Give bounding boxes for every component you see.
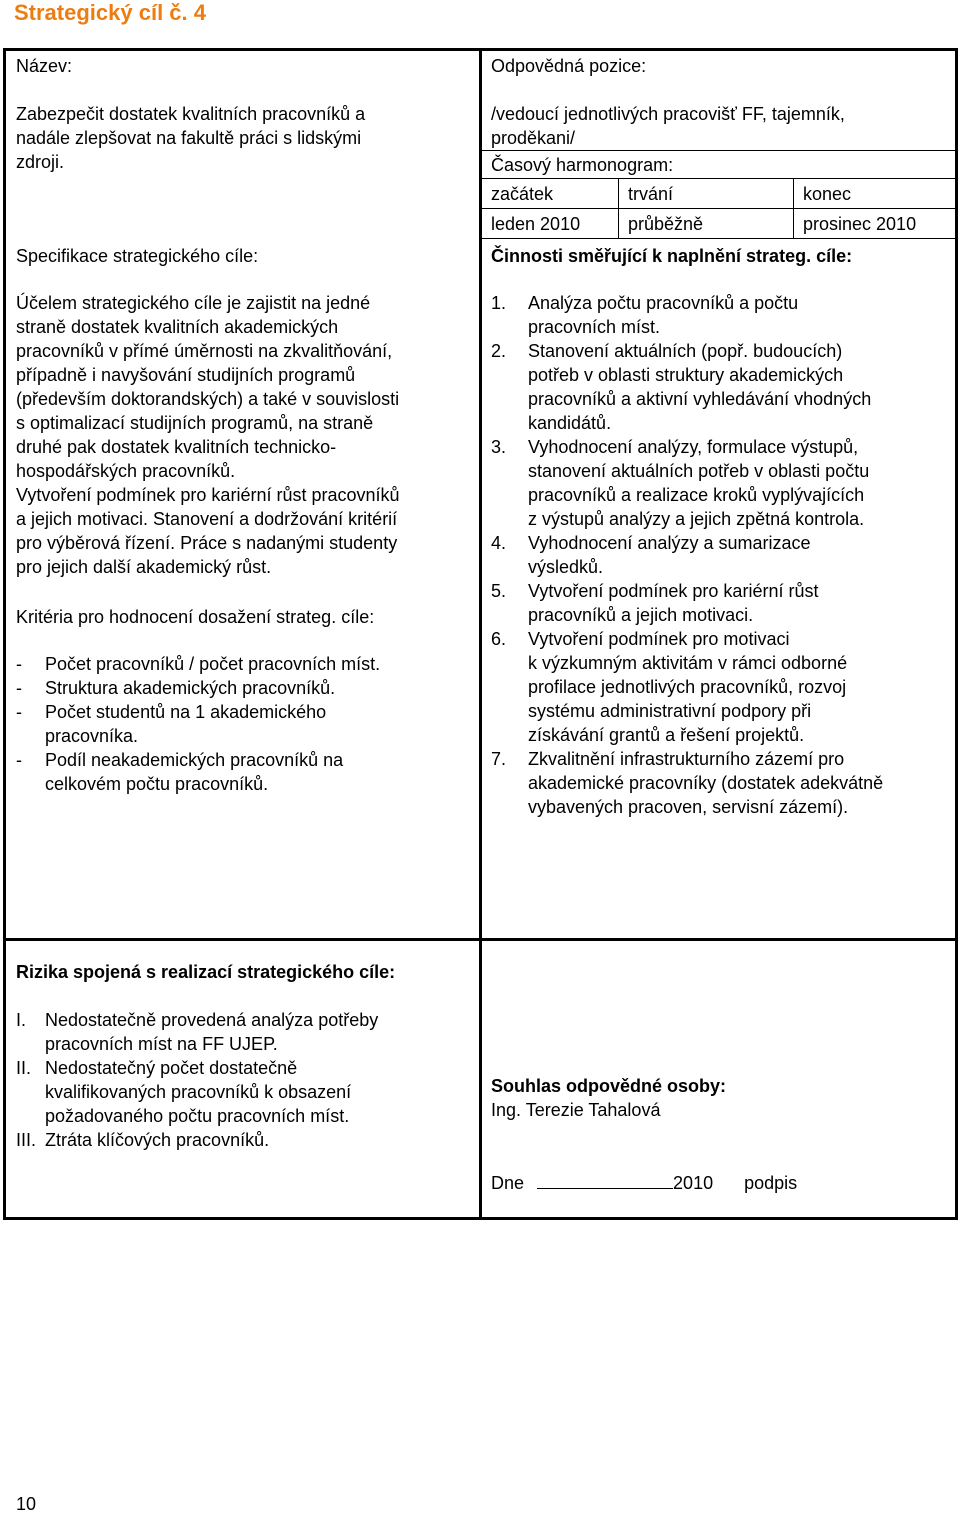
activity-line: z výstupů analýzy a jejich zpětná kontrola. (528, 509, 865, 529)
approval-person: Ing. Terezie Tahalová (491, 1100, 661, 1120)
date-line (491, 1170, 797, 1195)
date-year: 2010 (673, 1173, 714, 1193)
schedule-value-start: leden 2010 (491, 214, 581, 234)
risks-label: Rizika spojená s realizací strategického cíle: (16, 962, 396, 982)
dash-bullet: - (16, 678, 22, 698)
criteria-text: pracovníka. (45, 726, 139, 746)
name-line: Zabezpečit dostatek kvalitních pracovníků a (16, 104, 366, 124)
activity-line: potřeb v oblasti struktury akademických (528, 365, 844, 385)
date-prefix: Dne (491, 1173, 525, 1193)
activity-line: k výzkumným aktivitám v rámci odborné (528, 653, 848, 673)
schedule-label: Časový harmonogram: (491, 155, 674, 175)
risk-item (16, 1128, 466, 1152)
activity-line: získávání grantů a řešení projektů. (528, 725, 805, 745)
criteria-text: Počet studentů na 1 akademického (45, 702, 327, 722)
spec-line: Vytvoření podmínek pro kariérní růst pracovníků (16, 485, 400, 505)
spec-line: straně dostatek kvalitních akademických (16, 317, 339, 337)
dash-bullet: - (16, 750, 22, 770)
activity-number: 7. (491, 749, 507, 769)
activity-number: 6. (491, 629, 507, 649)
date-blank (537, 1170, 673, 1189)
spec-label: Specifikace strategického cíle: (16, 246, 259, 266)
position-line: /vedoucí jednotlivých pracovišť FF, tajemník, (491, 104, 845, 124)
activity-line: vybavených pracoven, servisní zázemí). (528, 797, 849, 817)
schedule-header-start: začátek (491, 184, 554, 204)
criteria-text: Podíl neakademických pracovníků na (45, 750, 344, 770)
activity-line: profilace jednotlivých pracovníků, rozvoj (528, 677, 847, 697)
spec-line: pracovníků v přímé úměrnosti na zkvalitňování, (16, 341, 393, 361)
column-divider-bottom (479, 940, 482, 1220)
risk-line: Ztráta klíčových pracovníků. (45, 1130, 270, 1150)
name-line: nadále zlepšovat na fakultě práci s lidskými (16, 128, 362, 148)
schedule-header-end: konec (803, 184, 852, 204)
activities-label: Činnosti směřující k naplnění strateg. cíle: (491, 246, 853, 266)
schedule-line (482, 208, 955, 209)
activity-number: 5. (491, 581, 507, 601)
activity-line: Vytvoření podmínek pro kariérní růst (528, 581, 819, 601)
position-label: Odpovědná pozice: (491, 56, 647, 76)
activity-number: 2. (491, 341, 507, 361)
risks-list (16, 1008, 466, 1152)
approval-label: Souhlas odpovědné osoby: (491, 1076, 727, 1096)
risk-number: III. (16, 1130, 37, 1150)
risk-line: požadovaného počtu pracovních míst. (45, 1106, 350, 1126)
activity-item (491, 627, 951, 747)
criteria-text: celkovém počtu pracovníků. (45, 774, 269, 794)
activity-line: Stanovení aktuálních (popř. budoucích) (528, 341, 843, 361)
schedule-line (482, 238, 955, 239)
schedule-value-duration: průběžně (628, 214, 704, 234)
activities-list (491, 291, 951, 819)
spec-line: pro výběrová řízení. Práce s nadanými studenty (16, 533, 398, 553)
schedule-top-line (482, 150, 955, 151)
risk-item (16, 1056, 466, 1128)
activity-line: Vyhodnocení analýzy, formulace výstupů, (528, 437, 859, 457)
risk-number: II. (16, 1058, 32, 1078)
criteria-text: Struktura akademických pracovníků. (45, 678, 336, 698)
activity-line: Vytvoření podmínek pro motivaci (528, 629, 790, 649)
criteria-list (16, 652, 466, 796)
activity-item (491, 531, 951, 579)
risk-line: Nedostatečně provedená analýza potřeby (45, 1010, 379, 1030)
spec-line: druhé pak dostatek kvalitních technicko- (16, 437, 337, 457)
spec-line: a jejich motivaci. Stanovení a dodržování kritérií (16, 509, 398, 529)
risk-line: kvalifikovaných pracovníků k obsazení (45, 1082, 352, 1102)
activity-line: pracovníků a realizace kroků vyplývajících (528, 485, 865, 505)
dash-bullet: - (16, 702, 22, 722)
schedule-col-line (618, 178, 619, 238)
risk-line: Nedostatečný počet dostatečně (45, 1058, 298, 1078)
page-heading: Strategický cíl č. 4 (14, 0, 206, 25)
activity-item (491, 291, 951, 339)
schedule-value-end: prosinec 2010 (803, 214, 917, 234)
position-line: proděkani/ (491, 128, 576, 148)
activity-line: Vyhodnocení analýzy a sumarizace (528, 533, 811, 553)
activity-item (491, 339, 951, 435)
criteria-item (16, 700, 466, 748)
activity-line: systému administrativní podpory při (528, 701, 812, 721)
spec-line: případně i navyšování studijních programů (16, 365, 356, 385)
risk-line: pracovních míst na FF UJEP. (45, 1034, 278, 1054)
criteria-label: Kritéria pro hodnocení dosažení strateg. cíle: (16, 607, 375, 627)
column-divider (479, 48, 482, 940)
activity-item (491, 747, 951, 819)
activity-line: pracovních míst. (528, 317, 661, 337)
activity-line: výsledků. (528, 557, 604, 577)
criteria-text: Počet pracovníků / počet pracovních míst. (45, 654, 381, 674)
name-line: zdroji. (16, 152, 65, 172)
spec-line: hospodářských pracovníků. (16, 461, 236, 481)
page-number: 10 (16, 1494, 37, 1514)
activity-number: 4. (491, 533, 507, 553)
activity-line: pracovníků a aktivní vyhledávání vhodných (528, 389, 872, 409)
schedule-line (482, 178, 955, 179)
name-label: Název: (16, 56, 73, 76)
activity-line: pracovníků a jejich motivaci. (528, 605, 754, 625)
schedule-header-duration: trvání (628, 184, 674, 204)
risk-number: I. (16, 1010, 27, 1030)
activity-number: 1. (491, 293, 507, 313)
spec-line: (především doktorandských) a také v souvislosti (16, 389, 400, 409)
activity-line: Zkvalitnění infrastrukturního zázemí pro (528, 749, 845, 769)
activity-line: Analýza počtu pracovníků a počtu (528, 293, 799, 313)
dash-bullet: - (16, 654, 22, 674)
criteria-item (16, 748, 466, 796)
criteria-item (16, 676, 466, 700)
signature-label: podpis (744, 1173, 798, 1193)
activity-line: kandidátů. (528, 413, 612, 433)
activity-line: stanovení aktuálních potřeb v oblasti počtu (528, 461, 870, 481)
activity-number: 3. (491, 437, 507, 457)
risk-item (16, 1008, 466, 1056)
activity-item (491, 435, 951, 531)
activity-line: akademické pracovníky (dostatek adekvátně (528, 773, 884, 793)
activity-item (491, 579, 951, 627)
row-divider (3, 938, 958, 941)
spec-line: s optimalizací studijních programů, na straně (16, 413, 374, 433)
spec-line: Účelem strategického cíle je zajistit na jedné (16, 293, 371, 313)
spec-line: pro jejich další akademický růst. (16, 557, 272, 577)
spec-text (16, 291, 466, 579)
criteria-item (16, 652, 466, 676)
schedule-col-line (793, 178, 794, 238)
